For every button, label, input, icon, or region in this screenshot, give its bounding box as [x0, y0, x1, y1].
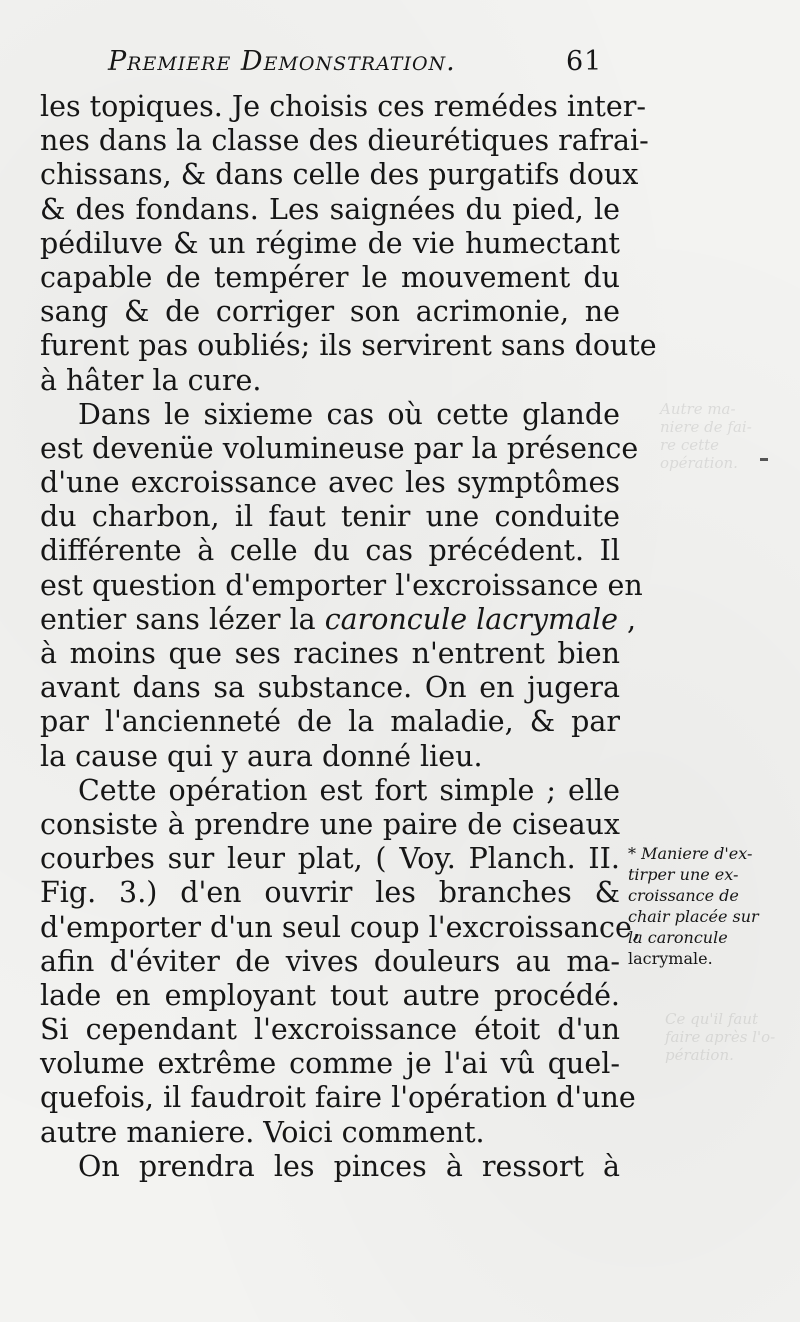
page-number: 61: [566, 46, 603, 77]
margin-note-line: croissance de: [628, 886, 739, 905]
text-line: d'emporter d'un seul coup l'excroissance,: [40, 910, 641, 944]
margin-note-line: tirper une ex-: [628, 865, 739, 884]
text-line: consiste à prendre une paire de ciseaux: [40, 807, 620, 841]
margin-note-line: la caroncule: [628, 928, 728, 947]
text-line: courbes sur leur plat, ( Voy. Planch. II.: [40, 842, 620, 876]
text-line: à hâter la cure.: [40, 363, 262, 397]
bleed-through-note: Autre ma- niere de fai- re cette opération.: [660, 400, 752, 472]
text-line: afin d'éviter de vives douleurs au ma-: [40, 944, 620, 978]
running-header: [108, 46, 628, 77]
italic-term: caroncule lacrymale: [324, 602, 618, 636]
text-line-with-italic: [40, 602, 637, 637]
text-line: la cause qui y aura donné lieu.: [40, 739, 483, 773]
text-line: & des fondans. Les saignées du pied, le: [40, 192, 620, 226]
text-line: à moins que ses racines n'entrent bien: [40, 637, 620, 670]
text-line: les topiques. Je choisis ces remédes inter-: [40, 90, 646, 123]
margin-dash-mark: [760, 458, 768, 461]
text-line: du charbon, il faut tenir une conduite: [40, 500, 620, 534]
margin-note-line: * Maniere d'ex-: [628, 844, 753, 863]
body-text: [40, 90, 657, 1184]
paragraph-start-line: Cette opération est fort simple ; elle: [78, 773, 620, 807]
text-line: est devenüe volumineuse par la présence: [40, 431, 639, 465]
text-line: capable de tempérer le mouvement du: [40, 260, 620, 294]
text-line: par l'ancienneté de la maladie, & par: [40, 705, 620, 739]
text-line: chissans, & dans celle des purgatifs doux: [40, 158, 639, 192]
margin-note-line: chair placée sur: [628, 907, 759, 926]
text-line: pédiluve & un régime de vie humectant: [40, 226, 620, 260]
running-title: Premiere Demonstration.: [108, 46, 456, 77]
text-line: Si cependant l'excroissance étoit d'un: [40, 1013, 620, 1047]
bleed-through-note: Ce qu'il faut faire après l'o- pération.: [665, 1010, 776, 1064]
text-segment: entier sans lézer la: [40, 602, 316, 636]
margin-note: [628, 843, 764, 969]
text-line: sang & de corriger son acrimonie, ne: [40, 295, 620, 329]
text-segment: ,: [627, 602, 637, 636]
text-line: nes dans la classe des dieurétiques rafrai-: [40, 124, 649, 158]
text-line: lade en employant tout autre procédé.: [40, 978, 620, 1012]
text-line: Fig. 3.) d'en ouvrir les branches &: [40, 876, 620, 910]
text-line: d'une excroissance avec les symptômes: [40, 466, 620, 500]
text-line: autre maniere. Voici comment.: [40, 1115, 485, 1149]
text-line: différente à celle du cas précédent. Il: [40, 534, 620, 568]
paragraph-start-line: Dans le sixieme cas où cette glande: [78, 397, 620, 431]
margin-note-line: lacrymale.: [628, 949, 713, 968]
text-line: furent pas oubliés; ils servirent sans doute: [40, 329, 657, 363]
text-line: est question d'emporter l'excroissance en: [40, 568, 643, 602]
text-line: volume extrême comme je l'ai vû quel-: [40, 1047, 620, 1081]
paragraph-start-line: On prendra les pinces à ressort à: [78, 1149, 620, 1183]
text-line: quefois, il faudroit faire l'opération d'une: [40, 1081, 636, 1115]
text-line: avant dans sa substance. On en jugera: [40, 671, 620, 705]
